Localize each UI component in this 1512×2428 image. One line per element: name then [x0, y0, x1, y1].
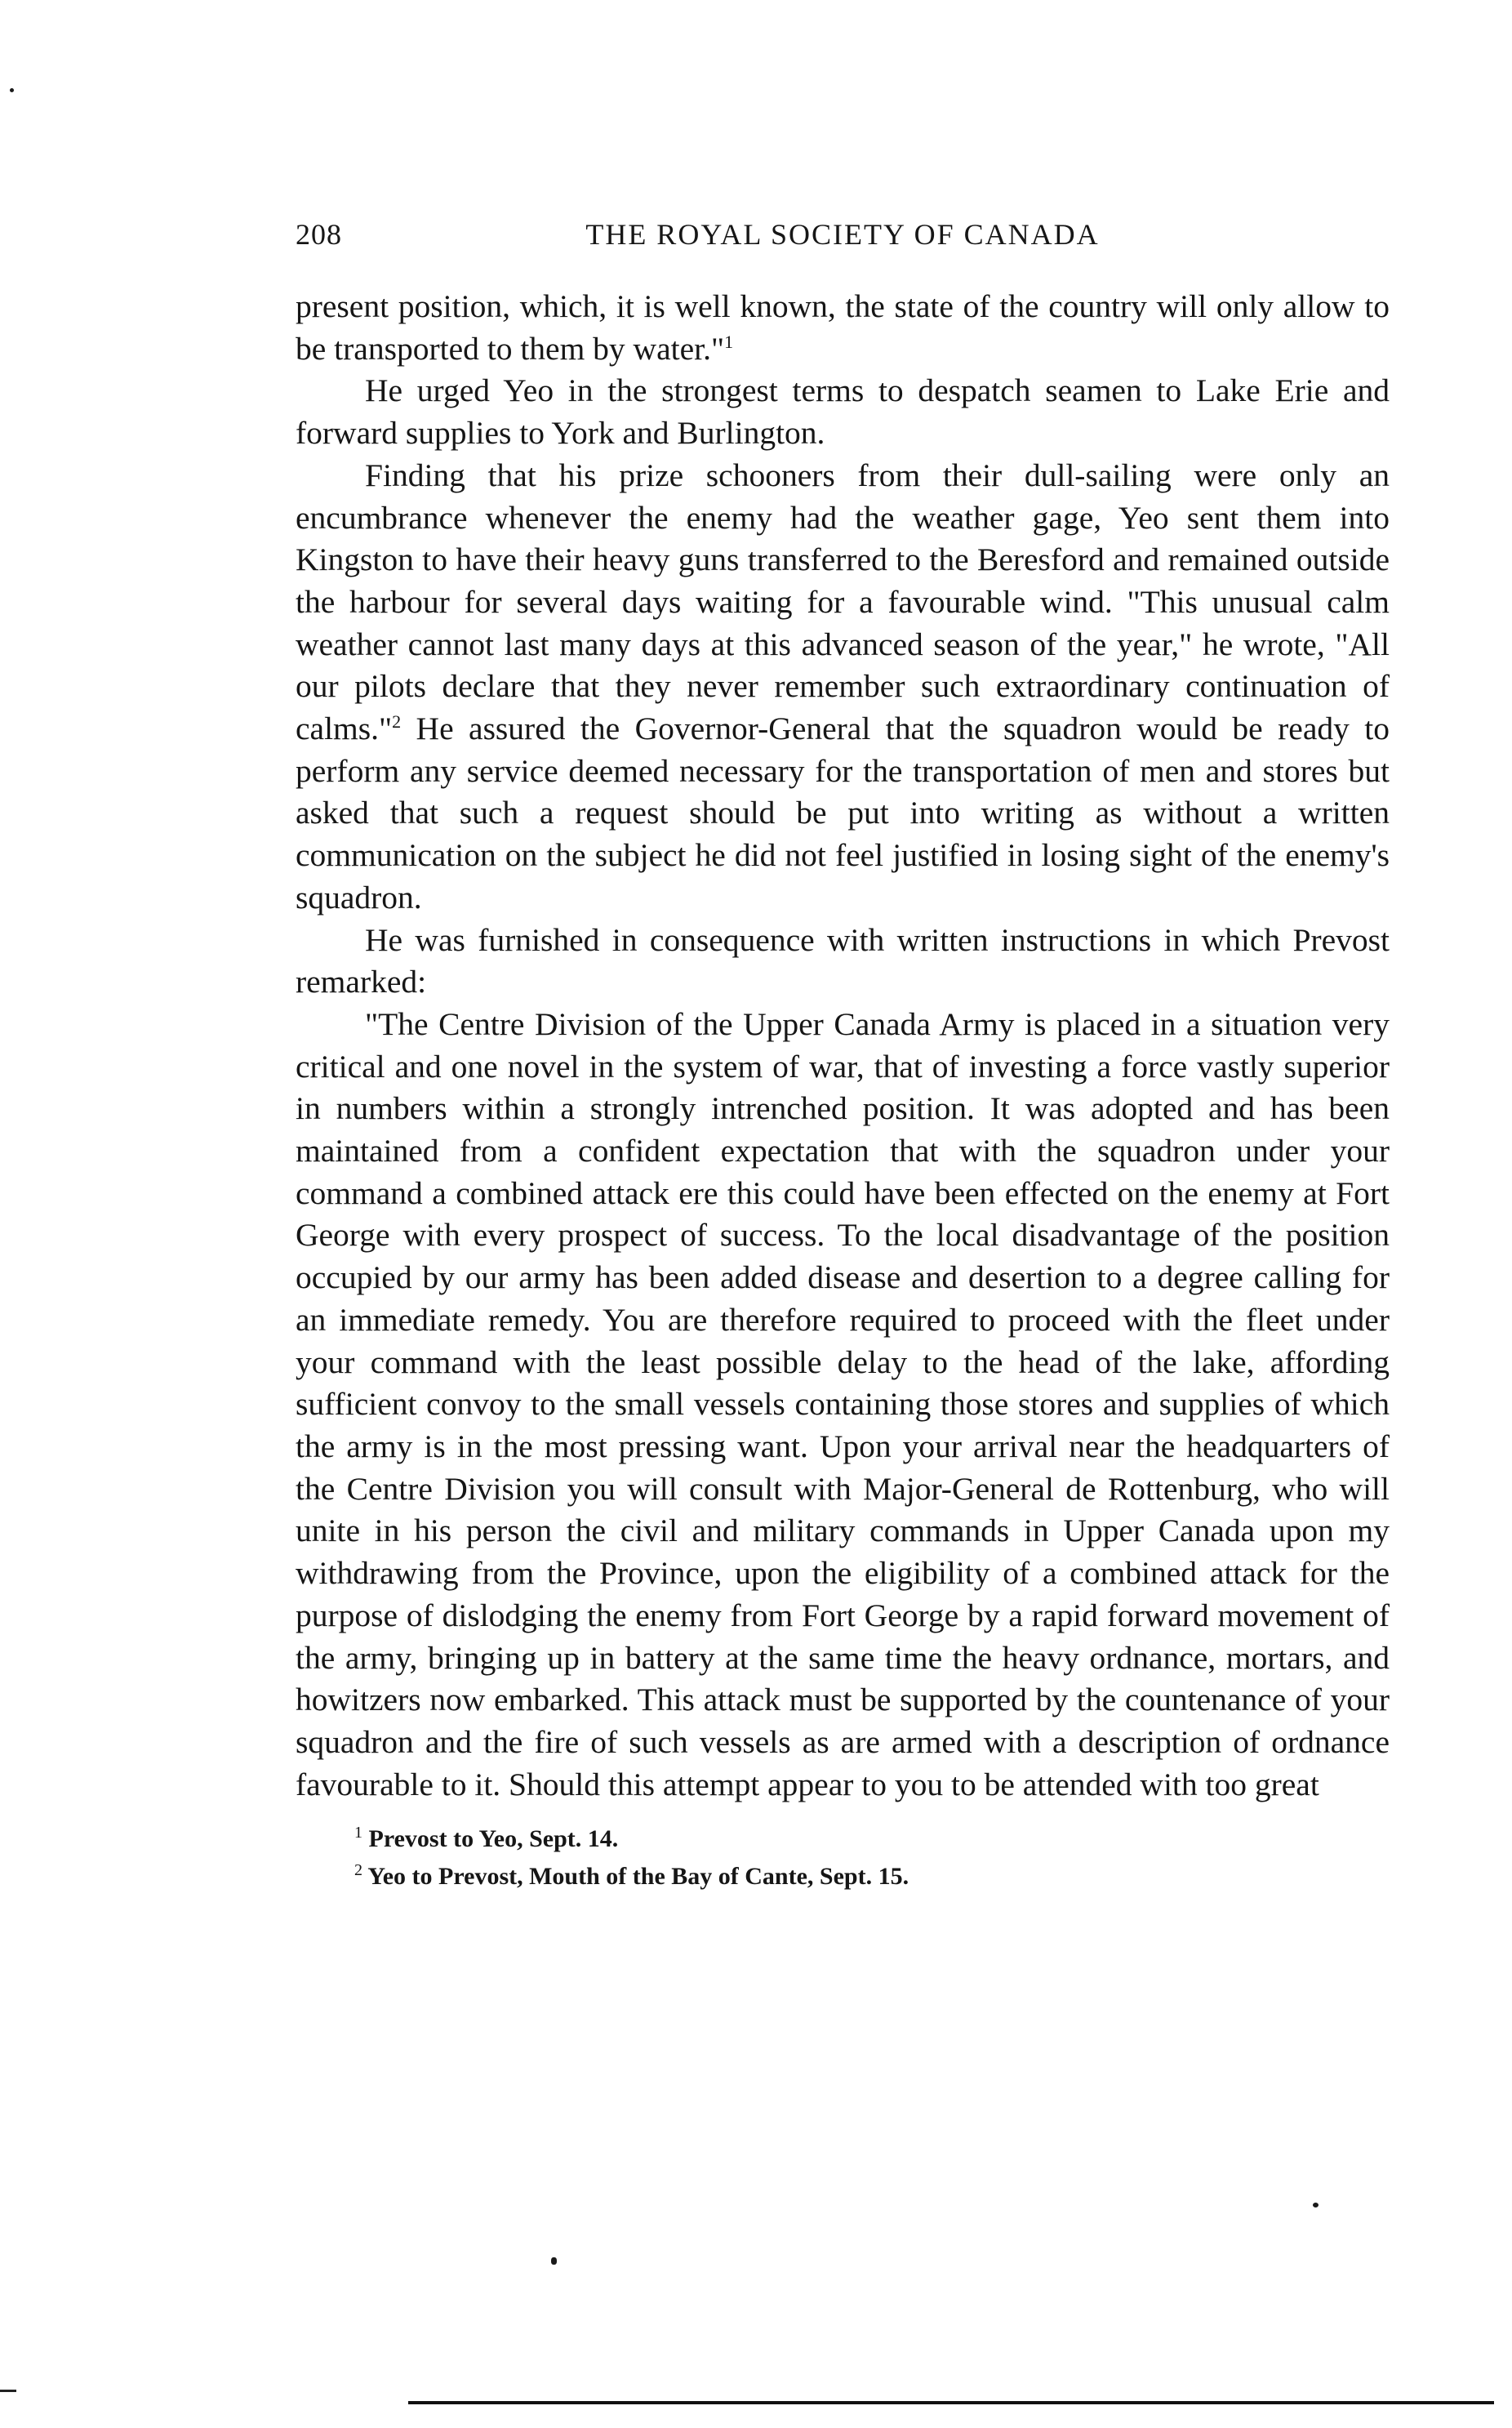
- stray-dot-top-left: [10, 88, 14, 92]
- paragraph-2: He urged Yeo in the strongest terms to despatch seamen to Lake Erie and forward supplies to York and Burlington.: [296, 372, 1390, 452]
- footnote-2-mark: 2: [354, 1861, 362, 1880]
- edge-mark-left: [0, 2390, 16, 2392]
- paragraph-1: [296, 286, 1390, 370]
- page-number: 208: [296, 218, 342, 251]
- paragraph-3-text: Finding that his prize schooners from their dull-sailing were only an encumbrance whenever the enemy had the weather gage, Yeo sent them into Kingston to have their heavy guns transferred to the Beresford and remained outside the harbour for several days waiting for a favourable wind. "This unusual calm weather cannot last many days at this advanced season of the year," he wrote, "All our pilots declare that they never remember such extraordinary continuation of calms.": [296, 457, 1390, 747]
- stray-dot-bottom-center: [551, 2257, 557, 2265]
- footnote-2-text: Yeo to Prevost, Mouth of the Bay of Cante, Sept. 15.: [367, 1863, 909, 1891]
- page-content: [296, 217, 1390, 1892]
- footnote-ref-2: 2: [392, 711, 402, 732]
- body-text: [296, 286, 1390, 1806]
- stray-dot-bottom-right: [1313, 2203, 1319, 2207]
- paragraph-3-continuation: He assured the Governor-General that the squadron would be ready to perform any service deemed necessary for the transportation of men and stores but asked that such a request should be put into writing as without a written communication on the subject he did not feel justified in losing sight of the enemy's squadron.: [296, 711, 1390, 916]
- paragraph-1-text: present position, which, it is well known, the state of the country will only allow to be transported to them by water.": [296, 288, 1390, 367]
- footnote-2: [354, 1855, 1390, 1892]
- footnote-1-mark: 1: [354, 1824, 362, 1842]
- footnote-ref-1: 1: [724, 331, 734, 352]
- bottom-rule: [408, 2401, 1494, 2404]
- paragraph-4: He was furnished in consequence with written instructions in which Prevost remarked:: [296, 921, 1390, 1000]
- paragraph-5: "The Centre Division of the Upper Canada Army is placed in a situation very critical and one novel in the system of war, that of investing a force vastly superior in numbers within a strongly intrenched position. It was adopted and has been maintained from a confident expectation that with the squadron under your command a combined attack ere this could have been effected on the enemy at Fort George with every prospect of success. To the local disadvantage of the position occupied by our army has been added disease and desertion to a degree calling for an immediate remedy. You are therefore required to proceed with the fleet under your command with the least possible delay to the head of the lake, affording sufficient convoy to the small vessels containing those stores and supplies of which the army is in the most pressing want. Upon your arrival near the headquarters of the Centre Division you will consult with Major-General de Rottenburg, who will unite in his person the civil and military commands in Upper Canada upon my withdrawing from the Province, upon the eligibility of a combined attack for the purpose of dislodging the enemy from Fort George by a rapid forward movement of the army, bringing up in battery at the same time the heavy ordnance, mortars, and howitzers now embarked. This attack must be supported by the countenance of your squadron and the fire of such vessels as are armed with a description of ordnance favourable to it. Should this attempt appear to you to be attended with too great: [296, 1005, 1390, 1802]
- running-head: [296, 217, 1390, 256]
- footnote-1: [354, 1817, 1390, 1855]
- footnote-1-text: Prevost to Yeo, Sept. 14.: [368, 1825, 619, 1853]
- footnotes: [296, 1817, 1390, 1892]
- paragraph-3: [296, 455, 1390, 920]
- running-title: THE ROYAL SOCIETY OF CANADA: [585, 218, 1100, 251]
